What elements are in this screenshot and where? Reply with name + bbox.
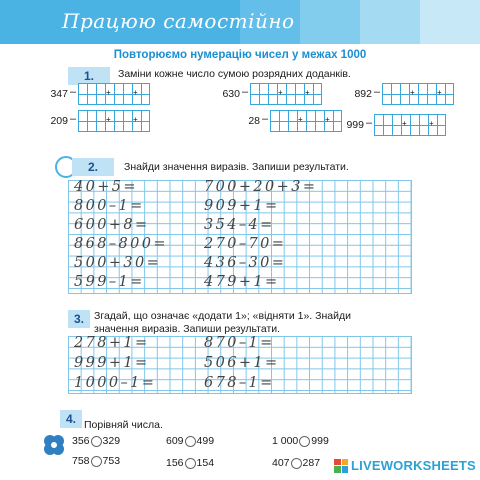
- header-banner: [0, 0, 480, 44]
- dash: –: [366, 117, 373, 129]
- expression: 354–4=: [204, 217, 275, 233]
- expression: 436–30=: [204, 255, 287, 271]
- compare-circle[interactable]: [299, 436, 310, 447]
- expression: 909+1=: [204, 198, 280, 214]
- header-stripe: [420, 0, 480, 44]
- header-title: Працюю самостійно: [62, 9, 295, 33]
- compare-left: 758: [72, 455, 90, 467]
- compare-circle[interactable]: [185, 458, 196, 469]
- expression: 870–1=: [204, 335, 275, 351]
- expression: 40+5=: [74, 179, 138, 195]
- expression: 600+8=: [74, 217, 150, 233]
- task-instruction: значення виразів. Запиши результати.: [94, 323, 281, 335]
- dash: –: [242, 86, 249, 98]
- header-stripe: [300, 0, 360, 44]
- compare-right: 329: [102, 435, 121, 447]
- answer-grid[interactable]: [374, 114, 446, 136]
- plus-sign: +: [298, 115, 303, 124]
- plus-sign: +: [410, 88, 415, 97]
- plus-sign: +: [325, 115, 330, 124]
- task-number-badge: 4.: [60, 410, 82, 428]
- task-number-badge: 1.: [68, 67, 110, 85]
- task1-number: 999: [346, 119, 364, 131]
- task1-number: 347: [50, 88, 68, 100]
- compare-pair: [166, 435, 214, 447]
- task-instruction: Заміни кожне число сумою розрядних доданків.: [118, 68, 351, 80]
- expression: 1000–1=: [74, 375, 157, 391]
- plus-sign: +: [106, 88, 111, 97]
- compare-circle[interactable]: [291, 458, 302, 469]
- plus-sign: +: [133, 115, 138, 124]
- expression: 479+1=: [204, 274, 280, 290]
- header-stripe: [360, 0, 420, 44]
- dash: –: [262, 113, 269, 125]
- task-instruction: Згадай, що означає «додати 1»; «відняти 1». Знайди: [94, 310, 351, 322]
- watermark-text: LIVEWORKSHEETS: [351, 458, 476, 473]
- task-number-badge: 2.: [72, 158, 114, 176]
- expression: 868–800=: [74, 236, 168, 252]
- compare-pair: [272, 435, 329, 447]
- compare-right: 499: [196, 435, 215, 447]
- liveworksheets-watermark: [334, 458, 476, 473]
- compare-left: 1 000: [272, 435, 299, 447]
- liveworksheets-logo-icon: [334, 459, 348, 473]
- expression: 999+1=: [74, 355, 150, 371]
- compare-circle[interactable]: [91, 436, 102, 447]
- compare-right: 287: [302, 457, 321, 469]
- plus-sign: +: [278, 88, 283, 97]
- plus-sign: +: [106, 115, 111, 124]
- expression: 270–70=: [204, 236, 287, 252]
- expression: 678–1=: [204, 375, 275, 391]
- plus-sign: +: [402, 119, 407, 128]
- dash: –: [374, 86, 381, 98]
- answer-grid[interactable]: [270, 110, 342, 132]
- compare-pair: [72, 435, 120, 447]
- answer-grid[interactable]: [382, 83, 454, 105]
- compare-left: 609: [166, 435, 184, 447]
- compare-circle[interactable]: [91, 456, 102, 467]
- compare-left: 407: [272, 457, 290, 469]
- expression: 800–1=: [74, 198, 145, 214]
- task-instruction: Знайди значення виразів. Запиши результати.: [124, 161, 349, 173]
- compare-left: 356: [72, 435, 90, 447]
- compare-right: 999: [311, 435, 329, 447]
- task-instruction: Порівняй числа.: [84, 419, 163, 431]
- expression: 599–1=: [74, 274, 145, 290]
- dash: –: [70, 113, 77, 125]
- compare-right: 753: [102, 455, 121, 467]
- expression: 278+1=: [74, 335, 150, 351]
- plus-sign: +: [133, 88, 138, 97]
- page-title: Повторюємо нумерацію чисел у межах 1000: [113, 49, 367, 61]
- expression: 700+20+3=: [204, 179, 318, 195]
- task1-number: 892: [354, 88, 372, 100]
- task-number-badge: 3.: [68, 310, 90, 328]
- plus-sign: +: [437, 88, 442, 97]
- compare-pair: [72, 455, 120, 467]
- compare-pair: [272, 457, 320, 469]
- expression: 506+1=: [204, 355, 280, 371]
- flower-icon: [42, 433, 66, 457]
- task1-number: 28: [248, 115, 260, 127]
- compare-right: 154: [196, 457, 215, 469]
- expression: 500+30=: [74, 255, 162, 271]
- answer-grid[interactable]: [78, 83, 150, 105]
- compare-circle[interactable]: [185, 436, 196, 447]
- dash: –: [70, 86, 77, 98]
- answer-grid[interactable]: [250, 83, 322, 105]
- plus-sign: +: [429, 119, 434, 128]
- compare-left: 156: [166, 457, 184, 469]
- compare-pair: [166, 457, 214, 469]
- plus-sign: +: [305, 88, 310, 97]
- answer-grid[interactable]: [78, 110, 150, 132]
- task1-number: 630: [222, 88, 240, 100]
- task1-number: 209: [50, 115, 68, 127]
